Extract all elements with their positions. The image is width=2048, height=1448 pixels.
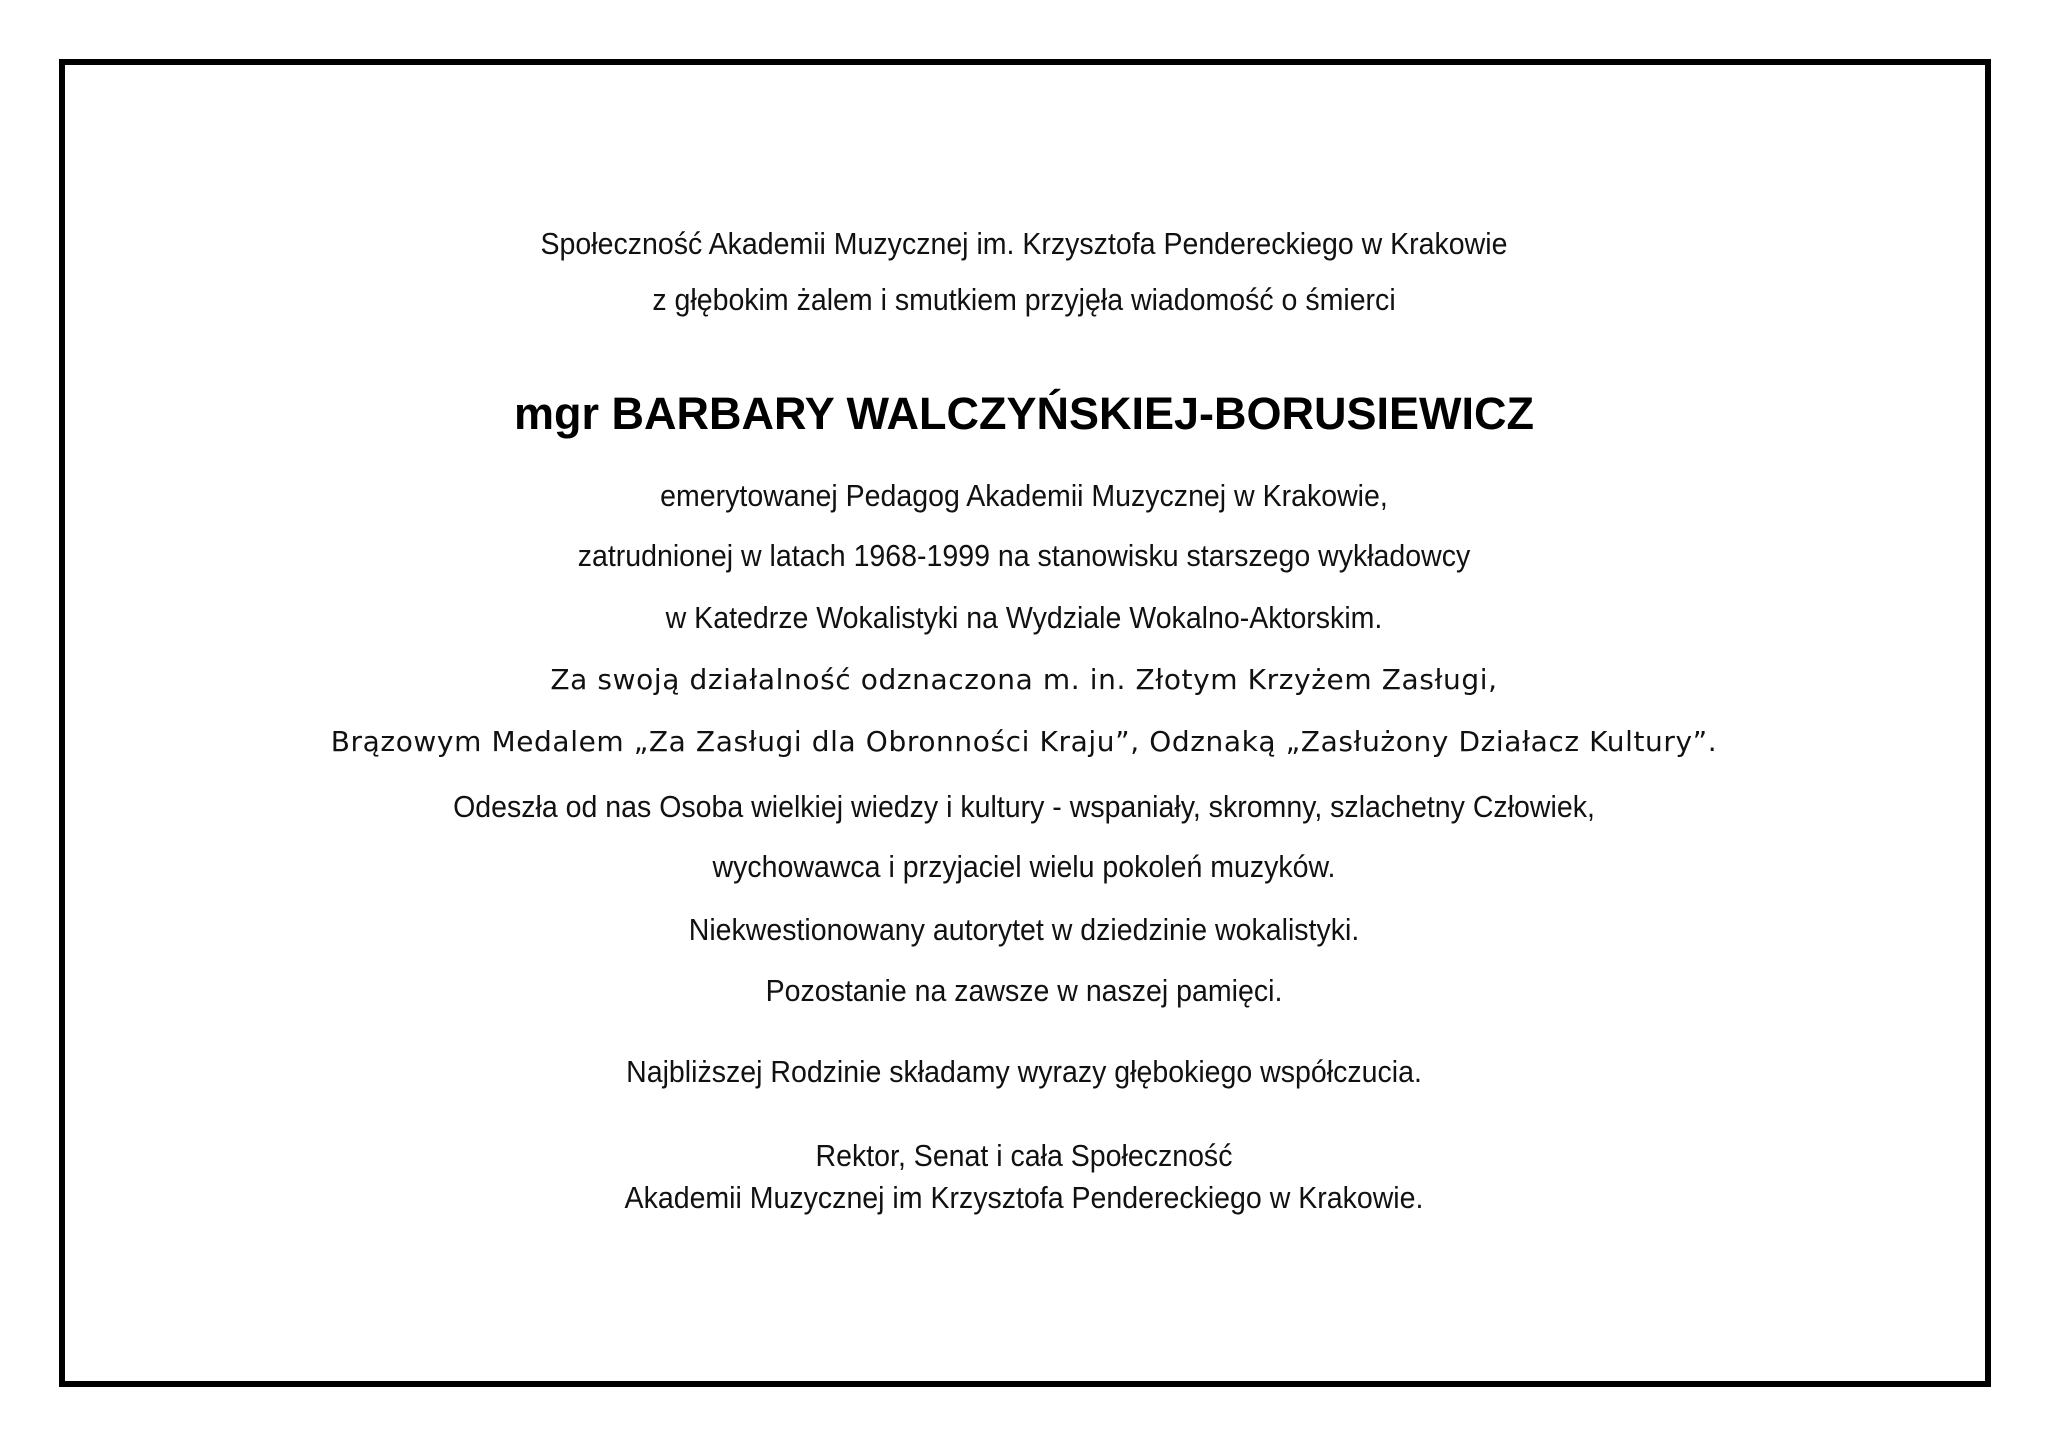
body-line-1: emerytowanej Pedagog Akademii Muzycznej w Krakowie, [660, 478, 1388, 513]
intro-line-2: z głębokim żalem i smutkiem przyjęła wiadomość o śmierci [652, 282, 1396, 317]
body-line-3: w Katedrze Wokalistyki na Wydziale Wokalno-Aktorskim. [665, 600, 1383, 635]
body-line-8: Niekwestionowany autorytet w dziedzinie wokalistyki. [688, 912, 1360, 947]
body-line-4: Za swoją działalność odznaczona m. in. Złotym Krzyżem Zasługi, [550, 663, 1498, 696]
body-line-5: Brązowym Medalem „Za Zasługi dla Obronności Kraju”, Odznaką „Zasłużony Działacz Kultury”. [330, 725, 1718, 758]
body-line-6: Odeszła od nas Osoba wielkiej wiedzy i kultury - wspaniały, skromny, szlachetny Człowiek, [453, 789, 1595, 824]
body-line-2: zatrudnionej w latach 1968-1999 na stanowisku starszego wykładowcy [577, 538, 1471, 573]
intro-line-1: Społeczność Akademii Muzycznej im. Krzysztofa Pendereckiego w Krakowie [540, 226, 1508, 261]
body-line-7: wychowawca i przyjaciel wielu pokoleń muzyków. [712, 849, 1336, 884]
signature-line-2: Akademii Muzycznej im Krzysztofa Pendereckiego w Krakowie. [624, 1180, 1424, 1215]
condolence-line: Najbliższej Rodzinie składamy wyrazy głębokiego współczucia. [626, 1054, 1422, 1089]
deceased-name: mgr BARBARY WALCZYŃSKIEJ-BORUSIEWICZ [513, 388, 1535, 439]
signature-line-1: Rektor, Senat i cała Społeczność [815, 1138, 1233, 1173]
body-line-9: Pozostanie na zawsze w naszej pamięci. [765, 973, 1283, 1008]
